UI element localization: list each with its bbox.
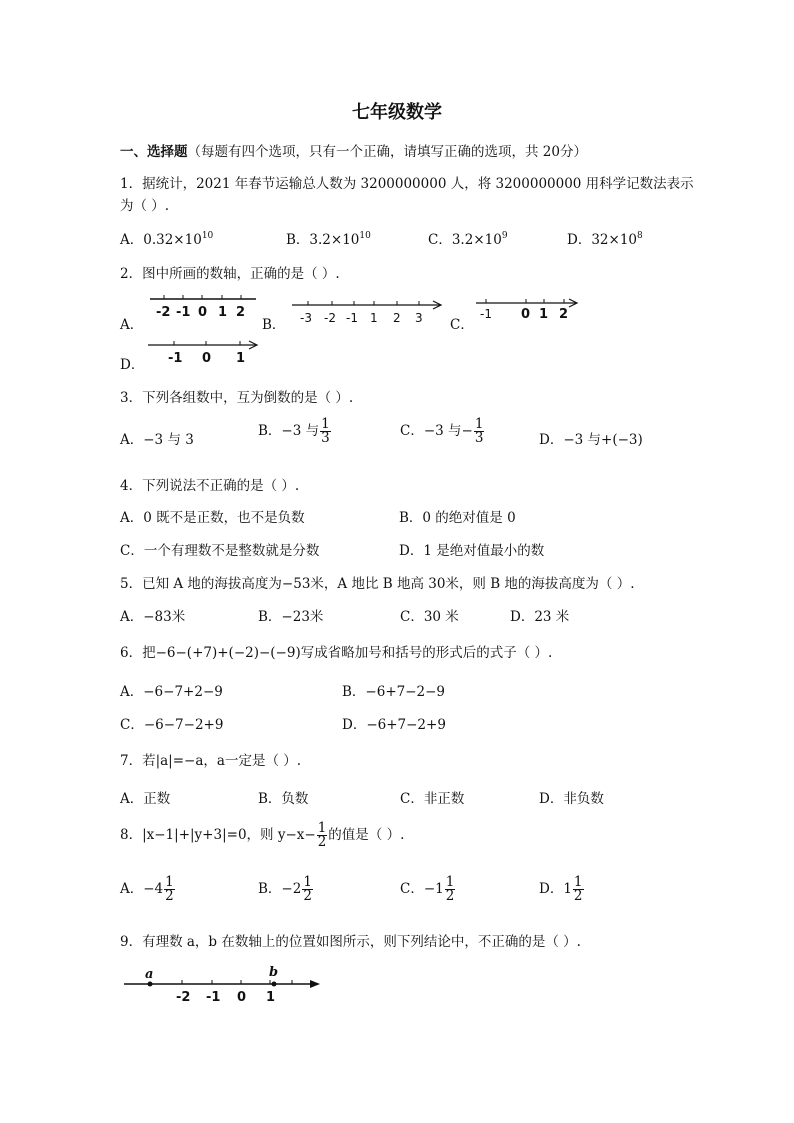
q2-axis-d-tick: 0: [202, 351, 212, 366]
q9-tick-label: -2: [176, 990, 191, 1005]
q9-tick-label: 1: [266, 990, 276, 1005]
q4-option-d: D．1 是绝对值最小的数: [399, 543, 545, 559]
q1-option-d: D．$32\times 10^8$: [567, 231, 643, 248]
fraction: $\frac{1}{3}$: [321, 416, 330, 446]
point-b-label: b: [269, 965, 279, 980]
q2-label-c: C．: [450, 317, 474, 333]
q5-stem: 5．已知 A 地的海拔高度为−53米，A 地比 B 地高 30米，则 B 地的海拔高度为（ ）.: [120, 576, 635, 592]
q9-tick-label: 0: [237, 990, 247, 1005]
q2-axis-b-tick: -3: [300, 311, 312, 325]
q2-stem: 2．图中所画的数轴，正确的是（ ）.: [120, 266, 340, 282]
q2-axis-a: [150, 292, 260, 322]
q1-stem-line1: 1．据统计，2021 年春节运输总人数为 3200000000 人，将 3200000000 用科学记数法表示: [120, 176, 694, 192]
q2-axis-c-tick: 2: [559, 307, 569, 322]
fraction: $\frac{1}{2}$: [317, 820, 327, 850]
q2-axis-b-tick: 2: [393, 311, 401, 325]
q3-stem: 3．下列各组数中，互为倒数的是（ ）.: [120, 390, 354, 406]
q6-stem: 6．把−6−(+7)+(−2)−(−9)写成省略加号和括号的形式后的式子（ ）.: [120, 645, 553, 661]
q2-axis-a-tick: -2: [156, 305, 171, 320]
section-heading: [120, 140, 587, 160]
q2-label-a: A．: [120, 317, 144, 333]
q7-option-a: A．正数: [120, 791, 171, 807]
fraction: $\frac{1}{2}$: [303, 874, 312, 904]
q7-stem: 7．若|a|=−a，a一定是（ ）.: [120, 753, 302, 769]
q7-option-b: B．负数: [258, 791, 309, 807]
q2-axis-c: [476, 296, 586, 326]
q2-axis-a-tick: 0: [198, 305, 208, 320]
q6-option-a: A．−6−7+2−9: [120, 684, 223, 700]
section-title: 一、选择题: [120, 144, 188, 160]
q9-number-line: [124, 964, 324, 1004]
q3-option-d: D．−3 与+(−3): [539, 432, 643, 448]
q3-option-b: B．−3 与 $\frac{1}{3}$: [258, 416, 330, 446]
q5-option-a: A．−83米: [120, 609, 186, 625]
q2-axis-d-tick: 1: [236, 351, 246, 366]
q7-option-c: C．非正数: [400, 791, 465, 807]
q9-stem: 9．有理数 a，b 在数轴上的位置如图所示，则下列结论中，不正确的是（ ）.: [120, 934, 581, 950]
q2-axis-b-tick: -1: [346, 311, 358, 325]
q4-option-c: C．一个有理数不是整数就是分数: [120, 543, 320, 559]
q3-option-c: C．−3 与− $\frac{1}{3}$: [400, 416, 484, 446]
q2-label-b: B．: [262, 317, 286, 333]
q2-axis-d: [148, 338, 263, 368]
q4-option-a: A．0 既不是正数，也不是负数: [120, 510, 305, 526]
q5-option-c: C．30 米: [400, 609, 459, 625]
q9-tick-label: -1: [206, 990, 221, 1005]
fraction: $\frac{1}{2}$: [165, 874, 174, 904]
point-a-label: a: [145, 967, 154, 982]
q2-axis-c-tick: -1: [480, 307, 492, 321]
q6-option-c: C．−6−7−2+9: [120, 717, 224, 733]
section-note: （每题有四个选项，只有一个正确，请填写正确的选项，共 20分）: [187, 144, 587, 160]
q1-stem-line2: 为（ ）.: [120, 198, 170, 214]
q8-option-d: D．1 $\frac{1}{2}$: [539, 874, 583, 904]
fraction: $\frac{1}{3}$: [474, 416, 484, 446]
q2-axis-b: [292, 298, 452, 328]
q2-axis-a-tick: -1: [176, 305, 191, 320]
q8-stem: 8．|x−1|+|y+3|=0，则 y−x− $\frac{1}{2}$ 的值是（ ）.: [120, 820, 405, 850]
q2-label-d: D．: [120, 357, 145, 373]
point-b-marker: [272, 982, 277, 987]
q5-option-b: B．−23米: [258, 609, 324, 625]
point-a-marker: [148, 982, 153, 987]
fraction: $\frac{1}{2}$: [573, 874, 583, 904]
q2-axis-b-tick: -2: [324, 311, 336, 325]
fraction: $\frac{1}{2}$: [445, 874, 455, 904]
q6-option-b: B．−6+7−2−9: [342, 684, 446, 700]
q1-option-a: A．$0.32\times 10^{10}$: [120, 231, 214, 248]
q2-axis-b-tick: 3: [415, 311, 423, 325]
q2-axis-b-tick: 1: [370, 311, 378, 325]
q8-option-c: C．−1 $\frac{1}{2}$: [400, 874, 455, 904]
q2-axis-a-tick: 1: [218, 305, 228, 320]
page-title: 七年级数学: [352, 102, 442, 123]
q2-axis-c-tick: 1: [539, 307, 549, 322]
q5-option-d: D．23 米: [510, 609, 570, 625]
q8-option-a: A．−4 $\frac{1}{2}$: [120, 874, 174, 904]
q2-axis-c-tick: 0: [521, 307, 531, 322]
q6-option-d: D．−6+7−2+9: [342, 717, 446, 733]
q2-axis-a-tick: 2: [236, 305, 246, 320]
q7-option-d: D．非负数: [539, 791, 604, 807]
q4-stem: 4．下列说法不正确的是（ ）.: [120, 478, 300, 494]
q1-option-c: C．$3.2\times 10^9$: [428, 231, 508, 248]
q8-option-b: B．−2 $\frac{1}{2}$: [258, 874, 312, 904]
q4-option-b: B．0 的绝对值是 0: [399, 510, 516, 526]
q2-axis-d-tick: -1: [168, 351, 183, 366]
q1-option-b: B．$3.2\times 10^{10}$: [286, 231, 371, 248]
q3-option-a: A．−3 与 3: [120, 432, 194, 448]
